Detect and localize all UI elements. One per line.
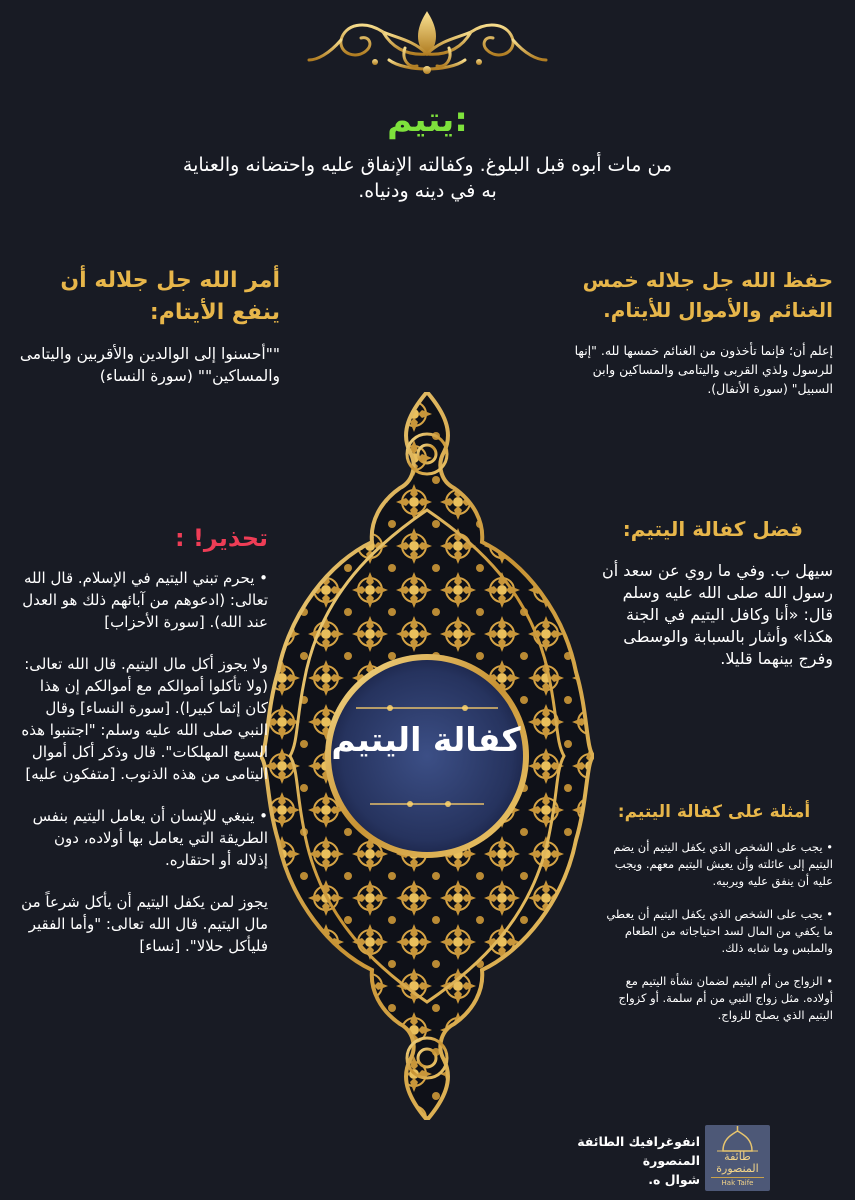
footer-credit bbox=[535, 1132, 700, 1189]
list-item: ولا يجوز أكل مال اليتيم. قال الله تعالى: (ولا تأكلوا أموالكم مع أموالكم إن هذا كان إثما كبيرا). [سورة النساء] وقال النبي صلى الله عليه وسلم: "اجتنبوا هذه السبع المهلكات". قال وذكر أكل أموال اليتامى من هذه الذنوب. [متفكون عليه] bbox=[21, 655, 268, 783]
logo-name: طائفة المنصورة bbox=[716, 1150, 759, 1175]
logo-tag: Hak Taife bbox=[711, 1177, 764, 1188]
center-title: كفالة اليتيم bbox=[331, 720, 521, 759]
khums-heading: حفظ الله جل جلاله خمس الغنائم والأموال للأيتام. bbox=[582, 268, 833, 322]
virtue-section bbox=[598, 514, 833, 670]
khums-section bbox=[548, 265, 833, 398]
examples-list bbox=[595, 839, 833, 1024]
warning-section bbox=[18, 523, 268, 977]
khums-body: إعلم أن؛ فإنما تأخذون من الغنائم خمسها لله. "إنها للرسول ولذي القربى واليتامى والمساكين وابن السبيل" (سورة الأنفال). bbox=[574, 343, 833, 396]
virtue-body: سيهل ب. وفي ما روي عن سعد أن رسول الله صلى الله عليه وسلم قال: «أنا وكافل اليتيم في الجنة هكذا» وأشار بالسبابة والوسطى وفرج بينهما قليلا. bbox=[601, 561, 833, 668]
virtue-heading: فضل كفالة اليتيم: bbox=[622, 517, 803, 541]
list-item: • يحرم تبني اليتيم في الإسلام. قال الله تعالى: (ادعوهم من آبائهم ذلك هو العدل عند الله). [سورة الأحزاب] bbox=[22, 569, 268, 631]
logo bbox=[705, 1125, 770, 1191]
list-item: • ينبغي للإنسان أن يعامل اليتيم بنفس الطريقة التي يعامل بها أولاده، دون إذلاله أو احتقاره. bbox=[32, 807, 268, 869]
top-ornament-icon bbox=[305, 10, 550, 82]
footer-date: شوال ه. bbox=[648, 1172, 700, 1187]
examples-section bbox=[595, 797, 833, 1040]
definition-text: من مات أبوه قبل البلوغ. وكفالته الإنفاق عليه واحتضانه والعناية به في دينه ودنياه. bbox=[182, 154, 673, 202]
command-body: ""أحسنوا إلى الوالدين والأقربين واليتامى والمساكين"" (سورة النساء) bbox=[19, 345, 280, 385]
page-title: يتيم: bbox=[387, 100, 468, 140]
command-section bbox=[18, 265, 280, 387]
footer-credit-text: انفوغرافيك الطائفة المنصورة bbox=[577, 1134, 700, 1168]
command-heading: أمر الله جل جلاله أن ينفع الأيتام: bbox=[60, 268, 280, 325]
warning-list bbox=[18, 567, 268, 957]
list-item: يجوز لمن يكفل اليتيم أن يأكل شرعاً من مال اليتيم. قال الله تعالى: "وأما الفقير فليأكل حلالا". [نساء] bbox=[21, 893, 268, 955]
list-item: • يجب على الشخص الذي يكفل اليتيم أن يضم اليتيم إلى عائلته وأن يعيش اليتيم معهم. ويجب عليه أن ينفق عليه ويربيه. bbox=[613, 840, 833, 888]
list-item: • الزواج من أم اليتيم لضمان نشأة اليتيم مع أولاده. مثل زواج النبي من أم سلمة. أو كزواج اليتيم الذي يصلح للزواج. bbox=[618, 974, 833, 1022]
examples-heading: أمثلة على كفالة اليتيم: bbox=[617, 802, 811, 822]
warning-heading: تحذير! : bbox=[174, 524, 268, 552]
list-item: • يجب على الشخص الذي يكفل اليتيم أن يعطي ما يكفي من المال لسد احتياجاته من الطعام والملبس وما شابه ذلك. bbox=[606, 907, 833, 955]
